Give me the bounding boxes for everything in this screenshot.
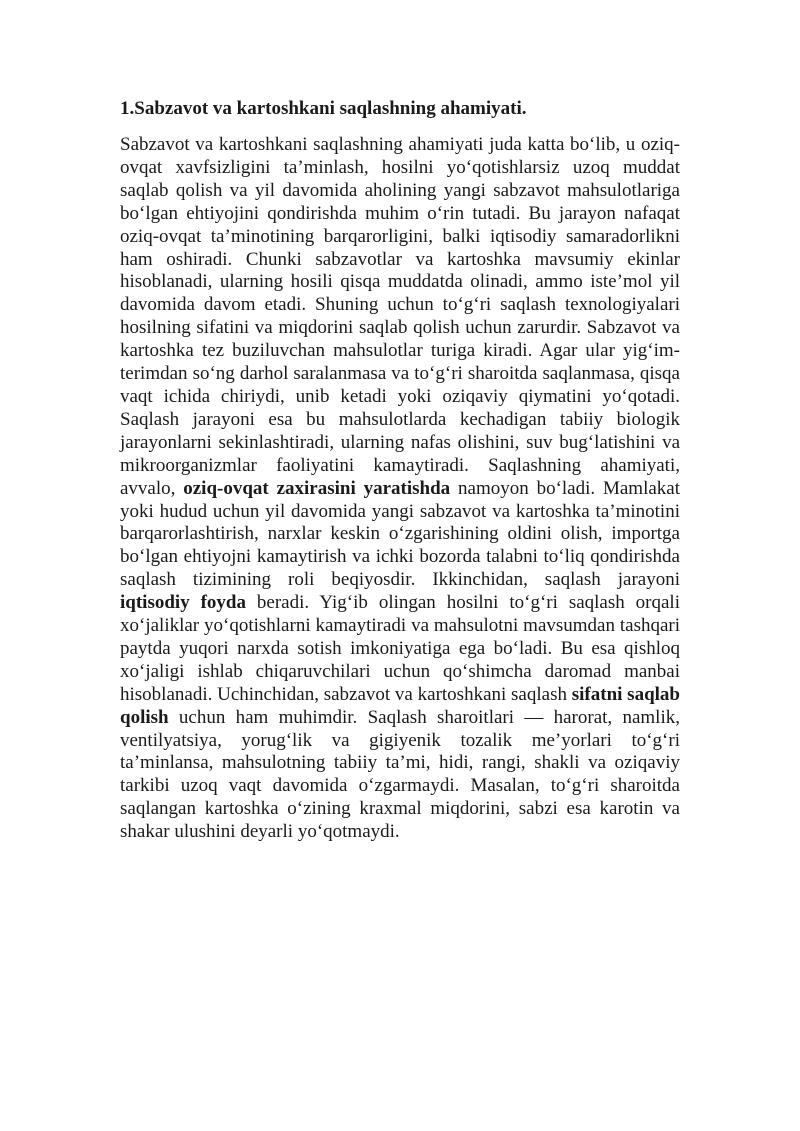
bold-term-economic-benefit: iqtisodiy foyda xyxy=(120,592,246,614)
paragraph-text: beradi. Yig‘ib olingan hosilni to‘g‘ri saqlash orqali xo‘jaliklar yo‘qotishlarni kamaytiradi va mahsulotni mavsumdan tashqari paytda yuqori narxda sotish imkoniyatiga ega bo‘ladi. Bu esa qishloq xo‘jaligi ishlab chiqaruvchilari uchun qo‘shimcha daromad manbai hisoblanadi. Uchinchidan, sabzavot va kartoshkani saqlash xyxy=(120,592,680,705)
paragraph-text: Sabzavot va kartoshkani saqlashning ahamiyati juda katta bo‘lib, u oziq-ovqat xavfsizligini ta’minlash, hosilni yo‘qotishlarsiz uzoq muddat saqlab qolish va yil davomida aholining yangi sabzavot mahsulotlariga bo‘lgan ehtiyojini qondirishda muhim o‘rin tutadi. Bu jarayon nafaqat oziq-ovqat ta’minotining barqarorligini, balki iqtisodiy samaradorlikni ham oshiradi. Chunki sabzavotlar va kartoshka mavsumiy ekinlar hisoblanadi, ularning hosili qisqa muddatda olinadi, ammo iste’mol yil davomida davom etadi. Shuning uchun to‘g‘ri saqlash texnologiyalari hosilning sifatini va miqdorini saqlab qolish uchun zarurdir. Sabzavot va kartoshka tez buziluvchan mahsulotlar turiga kiradi. Agar ular yig‘im-terimdan so‘ng darhol saralanmasa va to‘g‘ri sharoitda saqlanmasa, qisqa vaqt ichida chiriydi, unib ketadi yoki oziqaviy qiymatini yo‘qotadi. Saqlash jarayoni esa bu mahsulotlarda kechadigan tabiiy biologik jarayonlarni sekinlashtiradi, ularning nafas olishini, suv bug‘latishini va mikroorganizmlar faoliyatini kamaytiradi. Saqlashning ahamiyati, avvalo, xyxy=(120,134,680,499)
bold-term-quality-preservation: sifatni saqlab qolish xyxy=(120,683,680,728)
document-page xyxy=(120,96,680,844)
bold-term-food-reserve: oziq-ovqat zaxirasini yaratishda xyxy=(183,477,451,499)
paragraph-text: uchun ham muhimdir. Saqlash sharoitlari — harorat, namlik, ventilyatsiya, yorug‘lik va gigiyenik tozalik me’yorlari to‘g‘ri ta’minlansa, mahsulotning tabiiy ta’mi, hidi, rangi, shakli va oziqaviy tarkibi uzoq vaqt davomida o‘zgarmaydi. Masalan, to‘g‘ri sharoitda saqlangan kartoshka o‘zining kraxmal miqdorini, sabzi esa karotin va shakar ulushini deyarli yo‘qotmaydi. xyxy=(120,706,680,843)
section-heading: 1.Sabzavot va kartoshkani saqlashning ahamiyati. xyxy=(120,98,527,119)
paragraph-text: namoyon bo‘ladi. Mamlakat yoki hudud uchun yil davomida yangi sabzavot va kartoshka ta’minotini barqarorlashtirish, narxlar keskin o‘zgarishining oldini olish, importga bo‘lgan ehtiyojni kamaytirish va ichki bozorda talabni to‘liq qondirishda saqlash tizimining roli beqiyosdir. Ikkinchidan, saqlash jarayoni xyxy=(120,477,681,591)
body-paragraph xyxy=(120,134,680,844)
